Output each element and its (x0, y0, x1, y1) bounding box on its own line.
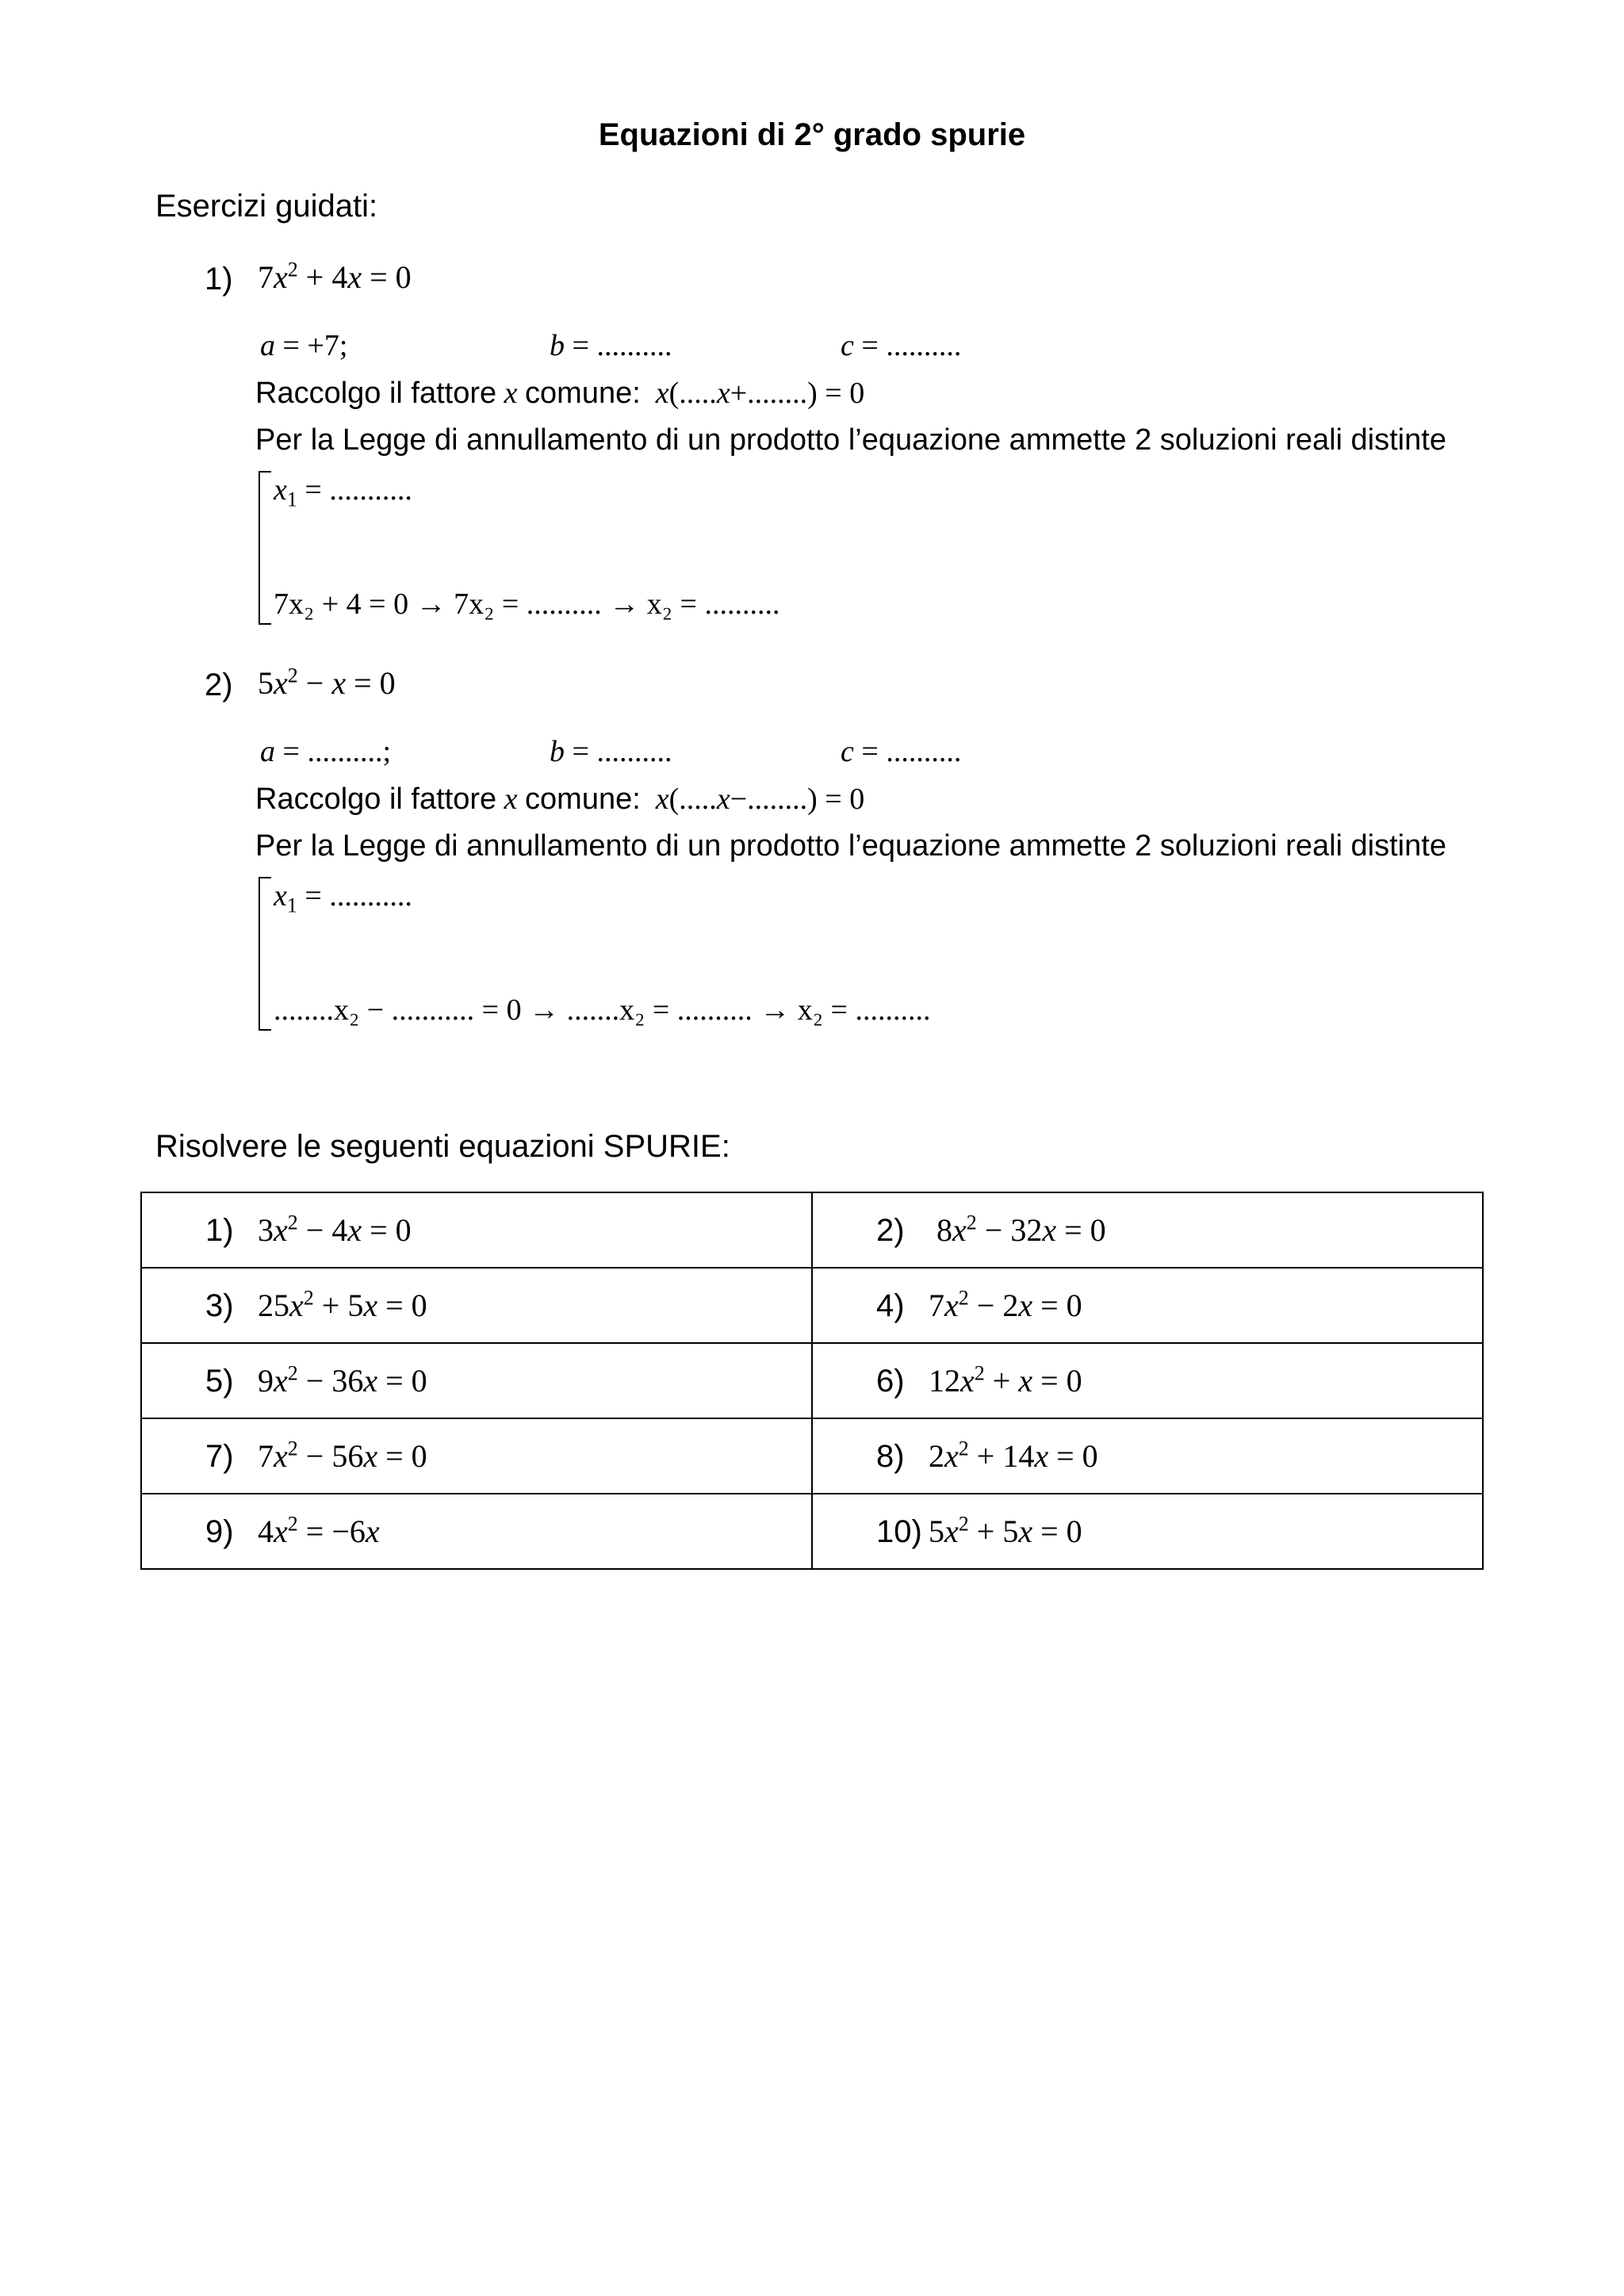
guided-1-a-value: +7 (307, 329, 339, 362)
guided-1-factor-line (255, 376, 864, 411)
exercise-cell: 1) $3x^2 - 4x = 0$ (141, 1192, 812, 1268)
guided-2-equation: $5x^2 - x = 0$ (258, 664, 396, 701)
exercise-cell: 7) $7x^2 - 56x = 0$ (141, 1418, 812, 1494)
guided-1-law-text: Per la Legge di annullamento di un prodotto l’equazione ammette 2 soluzioni reali distinte (255, 423, 1446, 457)
exercise-cell: 9) $4x^2 = -6x$ (141, 1494, 812, 1569)
guided-2-b: b = .......... (550, 735, 672, 768)
guided-2-factor-line (255, 782, 864, 817)
guided-2-system-bracket (259, 877, 271, 1031)
exercise-cell: 6) $12x^2 + x = 0$ (812, 1343, 1483, 1418)
guided-1-b-blank: .......... (596, 329, 672, 362)
guided-2-law-text: Per la Legge di annullamento di un prodotto l’equazione ammette 2 soluzioni reali distinte (255, 829, 1446, 863)
guided-1-c-blank: .......... (886, 329, 962, 362)
guided-2-b-blank: .......... (596, 735, 672, 768)
guided-2-factor-var: x (504, 783, 518, 816)
guided-heading: Esercizi guidati: (155, 189, 378, 224)
table-row (141, 1192, 1483, 1268)
guided-2-c: c = .......... (841, 735, 962, 768)
guided-1-factor-expr: x(.....x+........) = 0 (655, 377, 865, 410)
guided-2-factor-text: Raccolgo il fattore (255, 783, 497, 816)
exercise-cell: 2) $8x^2 - 32x = 0$ (812, 1192, 1483, 1268)
exercise-cell: 10) $5x^2 + 5x = 0$ (812, 1494, 1483, 1569)
guided-1-x1: $x_1$ = ........... (274, 473, 412, 511)
guided-1-factor-var: x (504, 377, 518, 410)
table-row (141, 1268, 1483, 1343)
guided-1-number: 1) (205, 262, 233, 297)
exercise-cell: 3) $25x^2 + 5x = 0$ (141, 1268, 812, 1343)
exercise-cell: 5) $9x^2 - 36x = 0$ (141, 1343, 812, 1418)
guided-1-equation: $7x^2 + 4x = 0$ (258, 258, 412, 295)
exercise-cell: 8) $2x^2 + 14x = 0$ (812, 1418, 1483, 1494)
table-row (141, 1343, 1483, 1418)
guided-2-a-sep: ; (382, 735, 391, 768)
guided-1-system-bracket (259, 471, 271, 625)
guided-2-a-value: .......... (307, 735, 383, 768)
exercise-cell: 4) $7x^2 - 2x = 0$ (812, 1268, 1483, 1343)
table-row (141, 1494, 1483, 1569)
guided-2-c-blank: .......... (886, 735, 962, 768)
page-title: Equazioni di 2° grado spurie (598, 117, 1026, 152)
guided-2-number: 2) (205, 668, 233, 702)
solve-heading: Risolvere le seguenti equazioni SPURIE: (155, 1129, 730, 1164)
guided-1-x2-line: 7x₂ + 4 = 0 → 7x₂ = .......... → x₂ = .......... (274, 587, 780, 621)
guided-2-a: a = ..........; (260, 735, 391, 768)
guided-1-factor-text: Raccolgo il fattore (255, 377, 497, 410)
guided-1-factor-tail: comune: (525, 377, 641, 410)
guided-2-x2-line: ........x₂ − ........... = 0 → .......x₂ = .......... → x₂ = .......... (274, 993, 931, 1027)
guided-1-c: c = .......... (841, 329, 962, 362)
guided-2-factor-expr: x(.....x−........) = 0 (655, 783, 865, 816)
guided-1-a-sep: ; (339, 329, 348, 362)
guided-2-factor-tail: comune: (525, 783, 641, 816)
exercise-table (140, 1192, 1484, 1570)
guided-1-b: b = .......... (550, 329, 672, 362)
table-row (141, 1418, 1483, 1494)
guided-1-a: a = +7; (260, 329, 348, 362)
guided-2-x1: $x_1$ = ........... (274, 879, 412, 917)
